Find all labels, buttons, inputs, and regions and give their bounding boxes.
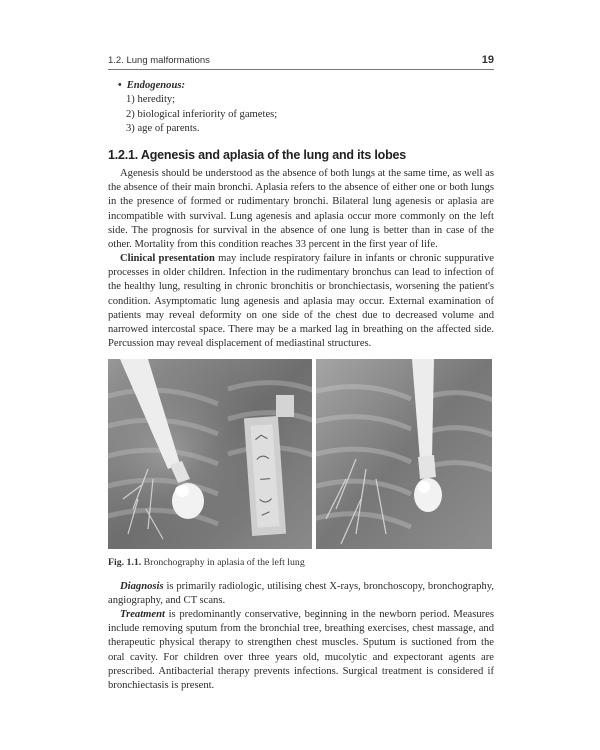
running-head (108, 54, 494, 70)
paragraph-definition: Agenesis should be understood as the absence of both lungs at the same time, as well as the absence of their main bronchi. Aplasia refers to the absence of either one or both lungs in the presence of formed or rudimentary bronchi. Bilateral lung agenesis or aplasia are incompatible with survival. Lung agenesis and aplasia occur more commonly on the left side. The prognosis for survival in the absence of one lung is better than in case of the other. Mortality from this condition reaches 33 percent in the first year of life. (108, 168, 494, 251)
paragraph-clinical (108, 252, 494, 351)
diagnosis-text: is primarily radiologic, utilising chest X-rays, bronchoscopy, bronchography, angiography, and CT scans. (108, 581, 494, 607)
running-head-section: 1.2. Lung malformations (108, 55, 210, 66)
clinical-lead: Clinical presentation (120, 253, 215, 264)
endogenous-list (118, 79, 488, 136)
xray-image-right (316, 359, 492, 549)
figure-caption (108, 557, 494, 568)
paragraph-treatment (108, 608, 494, 693)
figure-bronchography (108, 359, 492, 549)
header-rule (108, 69, 494, 70)
treatment-text: is predominantly conservative, beginning in the newborn period. Measures include removing sputum from the bronchial tree, breathing exercises, chest massage, and therapeutic physical therapy to strengthen chest muscles. Sputum is suctioned from the oral cavity. For children over three years old, mucolytic and expectorant agents are prescribed. Antibacterial therapy prevents infections. Surgical treatment is considered if bronchiectasis is present. (108, 609, 494, 692)
treatment-lead: Treatment (120, 609, 165, 620)
xray-left-illustration (108, 359, 312, 549)
figure-caption-text: Bronchography in aplasia of the left lung (141, 557, 305, 568)
section-heading: 1.2.1. Agenesis and aplasia of the lung and its lobes (108, 148, 407, 162)
endogenous-title: • Endogenous: (118, 79, 488, 93)
xray-image-left (108, 359, 312, 549)
figure-label: Fig. 1.1. (108, 557, 142, 568)
list-item: 3) age of parents. (126, 122, 200, 134)
list-item: 2) biological inferiority of gametes; (126, 108, 278, 120)
diagnosis-lead: Diagnosis (120, 581, 164, 592)
clinical-text: may include respiratory failure in infants or chronic suppurative processes in older children. Infection in the rudimentary bronchus can lead to infection of the healthy lung, resulting in chronic bronchitis or bronchiectasis, worsening the patient's condition. Asymptomatic lung agenesis and aplasia may occur. External examination of patients may reveal deformity on one side of the chest due to decreased volume and narrowed intercostal space. There may be a marked lag in breathing on the affected side. Percussion may reveal displacement of mediastinal structures. (108, 253, 494, 350)
paragraph-diagnosis (108, 580, 494, 608)
xray-right-illustration (316, 359, 492, 549)
list-item: 1) heredity; (126, 94, 176, 106)
page-number: 19 (481, 54, 494, 66)
